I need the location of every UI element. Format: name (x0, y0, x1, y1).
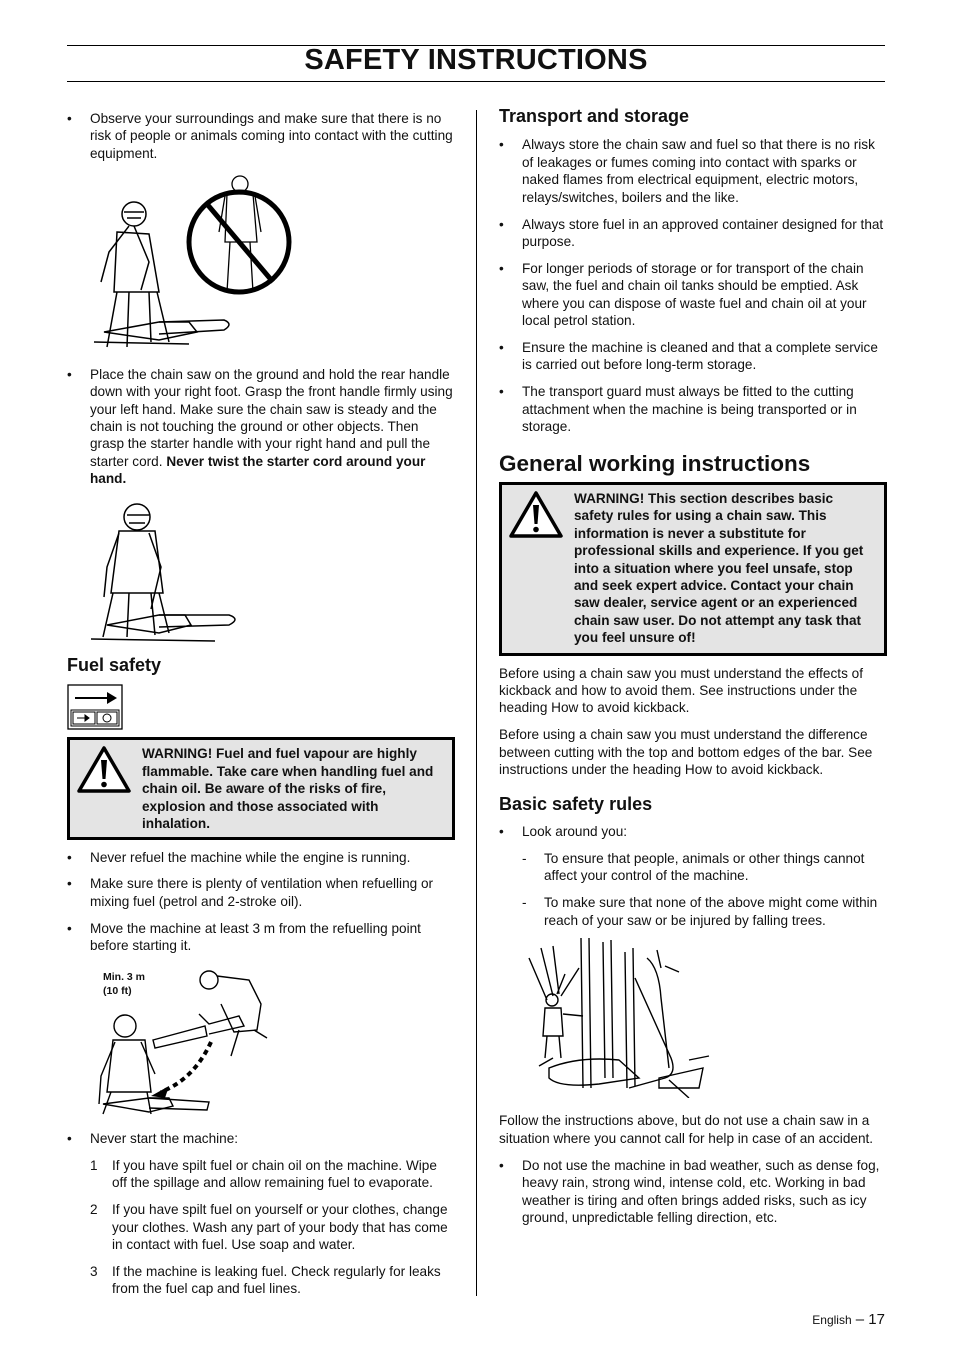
numbered-item-3 (90, 1263, 455, 1298)
refer-icon (67, 684, 123, 730)
transport-bullet-2: • Always store fuel in an approved container designed for that purpose. (499, 216, 887, 251)
basic-safety-heading: Basic safety rules (499, 793, 653, 814)
fuel-bullet-2: • Make sure there is plenty of ventilation when refuelling or mixing fuel (petrol and 2-stroke oil). (67, 875, 455, 910)
column-divider (476, 110, 477, 1296)
numbered-item-1-text: If you have spilt fuel or chain oil on the machine. Wipe off the spillage and allow remaining fuel to evaporate. (112, 1157, 437, 1191)
page-footer (812, 1311, 885, 1328)
weather-bullet: • Do not use the machine in bad weather, such as dense fog, heavy rain, strong wind, intense cold, etc. Working in bad weather is tiring and often brings added risks, such as icy ground, unpredictable felling direction, etc. (499, 1157, 887, 1227)
page-title: SAFETY INSTRUCTIONS (304, 44, 648, 76)
paragraph-bar-edges: Before using a chain saw you must understand the difference between cutting with the top and bottom edges of the bar. See instructions under the heading How to avoid kickback. (499, 727, 873, 778)
numbered-item-2-text: If you have spilt fuel on yourself or your clothes, change your clothes. Wash any part of your body that has come in contact with fuel. Use soap and water. (112, 1202, 448, 1253)
left-column (67, 110, 455, 1307)
fuel-warning-text: WARNING! Fuel and fuel vapour are highly flammable. Take care when handling fuel and chain oil. Be aware of the risks of fire, explosion and those associated with inhalation. (142, 746, 434, 832)
transport-bullet-5: • The transport guard must always be fitted to the cutting attachment when the machine is being transported or in storage. (499, 383, 887, 435)
distance-label-1: Min. 3 m (103, 971, 146, 984)
refuel-distance-drawing (89, 964, 289, 1124)
illustration-no-bystanders (89, 172, 329, 352)
footer-language: English (812, 1313, 852, 1327)
fuel-bullet-3: • Move the machine at least 3 m from the refuelling point before starting it. (67, 920, 455, 955)
transport-heading: Transport and storage (499, 106, 690, 126)
transport-bullet-4: • Ensure the machine is cleaned and that a complete service is carried out before long-term storage. (499, 339, 887, 374)
general-heading: General working instructions (499, 450, 811, 476)
warning-triangle-icon (76, 745, 132, 795)
look-around-bullet: • Look around you: (499, 823, 887, 840)
transport-bullet-3: • For longer periods of storage or for transport of the chain saw, the fuel and chain oil tanks should be emptied. Ask where you can dispose of waste fuel and chain oil at your local petrol station. (499, 260, 887, 330)
numbered-item-1 (90, 1157, 455, 1192)
illustration-falling-trees (519, 938, 719, 1098)
bullet-surroundings: • Observe your surroundings and make sure that there is no risk of people or animals coming into contact with the cutting equipment. (67, 110, 455, 162)
dash-item-2: - To make sure that none of the above might come within reach of your saw or be injured by falling trees. (522, 894, 887, 929)
paragraph-kickback: Before using a chain saw you must understand the effects of kickback and how to avoid them. See instructions under the heading How to avoid kickback. (499, 665, 863, 716)
numbered-item-1-num: 1 (90, 1157, 98, 1173)
warning-triangle-icon (508, 490, 564, 540)
never-start-bullet: • Never start the machine: (67, 1130, 455, 1147)
fuel-safety-heading: Fuel safety (67, 655, 162, 676)
illustration-refuel-distance (89, 964, 455, 1124)
paragraph-call-for-help: Follow the instructions above, but do not use a chain saw in a situation where you cannot call for help in case of an accident. (499, 1113, 874, 1146)
starting-text: Place the chain saw on the ground and hold the rear handle down with your right foot. Grasp the front handle firmly using your left hand. Make sure the chain saw is steady and the chain is not touching the ground or other objects. Then grasp the starter handle with your right hand and pull the starter cord. (90, 366, 453, 469)
dash-item-1: - To ensure that people, animals or other things cannot affect your control of the machine. (522, 850, 887, 885)
fuel-bullet-1: • Never refuel the machine while the engine is running. (67, 849, 455, 866)
numbered-item-3-text: If the machine is leaking fuel. Check regularly for leaks from the fuel cap and fuel lines. (112, 1263, 441, 1297)
header-rule-bottom (67, 81, 885, 82)
numbered-item-2-num: 2 (90, 1202, 98, 1218)
general-warning-box (499, 482, 887, 656)
fuel-warning-box (67, 737, 455, 839)
distance-label-2: (10 ft) (103, 985, 132, 998)
footer-page-number: – 17 (855, 1311, 885, 1328)
general-warning-text: WARNING! This section describes basic safety rules for using a chain saw. This information is never a substitute for professional skills and experience. If you get into a situation where you feel unsafe, stop and seek expert advice. Contact your chain saw dealer, service agent or an experienced chain saw user. Do not attempt any task that you feel unsure of! (574, 490, 864, 646)
transport-bullet-1: • Always store the chain saw and fuel so that there is no risk of leakages or fumes coming into contact with sparks or naked flames from electrical equipment, electric motors, relays/switches, boilers and the like. (499, 136, 887, 206)
starting-warning-bold: Never twist the starter cord around your hand. (90, 453, 426, 487)
numbered-item-3-num: 3 (90, 1263, 98, 1279)
illustration-starting-saw (89, 497, 249, 647)
right-column (499, 108, 887, 1236)
numbered-item-2 (90, 1201, 455, 1253)
bullet-starting (67, 366, 455, 488)
